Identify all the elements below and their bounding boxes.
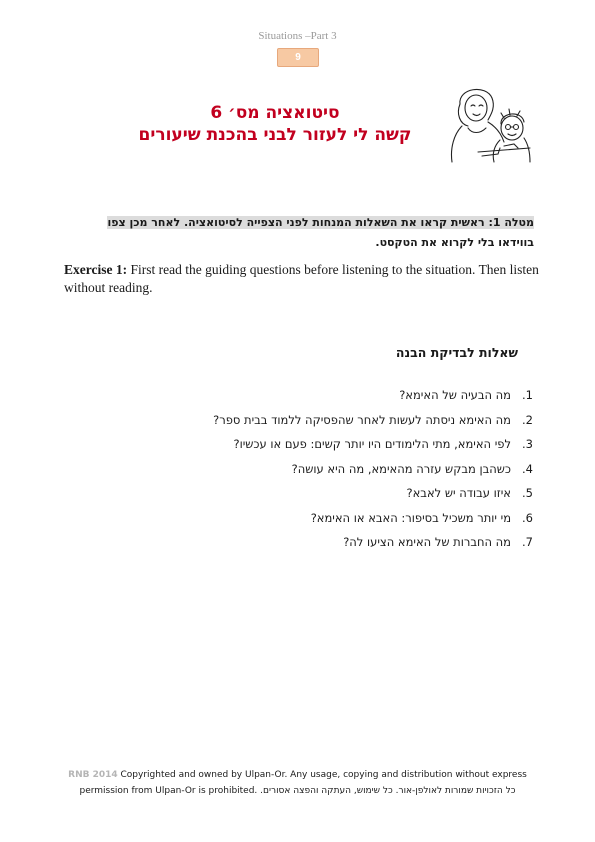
question-number: 5. [522, 486, 533, 500]
question-number: 4. [522, 461, 533, 476]
list-item [73, 535, 533, 560]
footer-line-1: Copyrighted and owned by Ulpan-Or. Any usage, copying and distribution without express [117, 770, 527, 780]
task-instructions-english [64, 261, 542, 297]
footer-rnb: RNB 2014 [68, 770, 118, 780]
situation-title [110, 102, 440, 146]
question-text: מי יותר משכיל בסיפור: האבא או האימא? [310, 510, 511, 525]
list-item [73, 511, 533, 536]
exercise-text: First read the guiding questions before listening to the situation. Then listen without reading. [64, 262, 539, 295]
task-hebrew-line-1: מטלה 1: ראשית קראו את השאלות המנחות לפני הצפייה לסיטואציה. לאחר מכן צפו [107, 216, 534, 229]
question-text: איזו עבודה יש לאבא? [406, 486, 511, 500]
question-number: 3. [522, 437, 533, 451]
copyright-footer [0, 767, 595, 799]
question-number: 2. [522, 412, 533, 427]
question-number: 1. [522, 388, 533, 402]
footer-line-2-hebrew: כל הזכויות שמורות לאולפן-אור. כל שימוש, העתקה והפצה אסורים. [260, 786, 516, 796]
list-item [73, 388, 533, 413]
mother-and-son-illustration [438, 82, 534, 164]
question-number: 6. [522, 510, 533, 525]
page-number-badge: 9 [277, 48, 319, 67]
question-text: מה החברות של האימא הציעו לה? [343, 535, 511, 549]
question-text: לפי האימא, מתי הלימודים היו יותר קשים: פעם או עכשיו? [233, 437, 511, 451]
title-line-2: קשה לי לעזור לבני בהכנת שיעורים [138, 125, 412, 145]
task-hebrew-line-2: בווידאו בלי לקרוא את הטקסט. [375, 236, 534, 249]
title-line-1: סיטואציה מס׳ 6 [210, 103, 340, 123]
questions-heading: שאלות לבדיקת הבנה [395, 345, 518, 360]
question-number: 7. [522, 535, 533, 549]
list-item [73, 486, 533, 511]
list-item [73, 462, 533, 487]
exercise-label: Exercise 1: [64, 262, 128, 277]
task-instructions-hebrew [64, 213, 534, 253]
list-item [73, 413, 533, 438]
footer-line-2-english: permission from Ulpan-Or is prohibited. [79, 786, 258, 796]
running-head: Situations –Part 3 [258, 30, 337, 42]
question-text: מה האימא ניסתה לעשות לאחר שהפסיקה ללמוד בבית ספר? [213, 412, 511, 427]
list-item [73, 437, 533, 462]
comprehension-questions-list [73, 388, 533, 560]
question-text: כשהבן מבקש עזרה מהאימא, מה היא עושה? [291, 461, 511, 476]
question-text: מה הבעיה של האימא? [399, 388, 511, 402]
